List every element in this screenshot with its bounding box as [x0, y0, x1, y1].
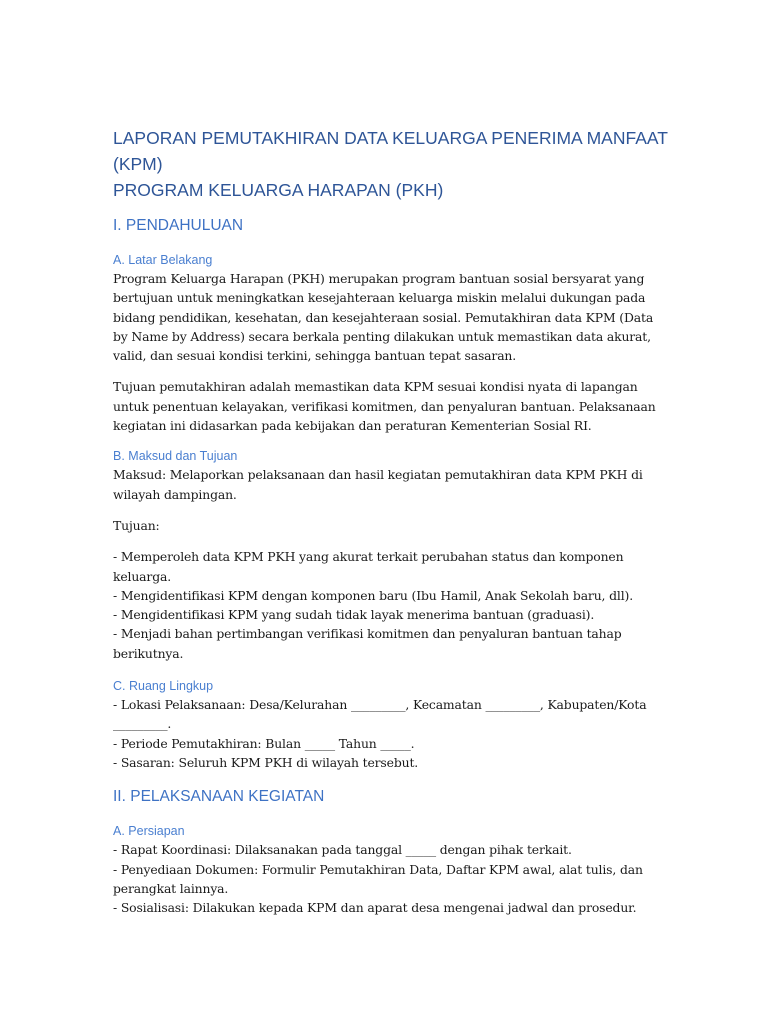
subsection-1b-heading: B. Maksud dan Tujuan: [113, 449, 238, 464]
list-item: - Memperoleh data KPM PKH yang akurat terkait perubahan status dan komponen keluarga.: [113, 549, 624, 584]
section-1-heading: I. PENDAHULUAN: [113, 217, 244, 234]
paragraph-tujuan-label: Tujuan:: [113, 517, 160, 533]
subsection-1a-heading: A. Latar Belakang: [113, 253, 213, 267]
list-item: - Lokasi Pelaksanaan: Desa/Kelurahan _________, Kecamatan _________, Kabupaten/Kota _________.: [113, 697, 647, 732]
ruang-lingkup-list: [113, 695, 668, 772]
persiapan-list: [113, 840, 668, 917]
section-2-heading: II. PELAKSANAAN KEGIATAN: [113, 788, 325, 806]
title-line-2: PROGRAM KELUARGA HARAPAN (PKH): [113, 180, 444, 200]
paragraph-latar-belakang-1: Program Keluarga Harapan (PKH) merupakan program bantuan sosial bersyarat yang bertujuan untuk meningkatkan kesejahteraan keluarga miskin melalui dukungan pada bidang pendidikan, kesehatan, dan kesejahteraan sosial. Pemutakhiran data KPM (Data by Name by Address) secara berkala penting dilakukan untuk memastikan data akurat, valid, dan sesuai kondisi terkini, sehingga bantuan tepat sasaran.: [113, 271, 654, 364]
subsection-1c-heading: C. Ruang Lingkup: [113, 679, 214, 694]
tujuan-list: [113, 547, 668, 663]
subsection-2a-heading: A. Persiapan: [113, 824, 185, 839]
title-line-1: LAPORAN PEMUTAKHIRAN DATA KELUARGA PENERIMA MANFAAT (KPM): [113, 128, 668, 174]
list-item: - Menjadi bahan pertimbangan verifikasi komitmen dan penyaluran bantuan tahap berikutnya.: [113, 626, 622, 661]
list-item: - Penyediaan Dokumen: Formulir Pemutakhiran Data, Daftar KPM awal, alat tulis, dan perangkat lainnya.: [113, 861, 643, 896]
list-item: - Sosialisasi: Dilakukan kepada KPM dan aparat desa mengenai jadwal dan prosedur.: [113, 900, 637, 916]
list-item: - Sasaran: Seluruh KPM PKH di wilayah tersebut.: [113, 754, 419, 770]
list-item: - Mengidentifikasi KPM dengan komponen baru (Ibu Hamil, Anak Sekolah baru, dll).: [113, 587, 633, 603]
list-item: - Mengidentifikasi KPM yang sudah tidak layak menerima bantuan (graduasi).: [113, 607, 595, 623]
document-title: [113, 125, 668, 203]
list-item: - Periode Pemutakhiran: Bulan _____ Tahun _____.: [113, 735, 415, 751]
list-item: - Rapat Koordinasi: Dilaksanakan pada tanggal _____ dengan pihak terkait.: [113, 842, 572, 858]
paragraph-latar-belakang-2: Tujuan pemutakhiran adalah memastikan data KPM sesuai kondisi nyata di lapangan untuk penentuan kelayakan, verifikasi komitmen, dan penyaluran bantuan. Pelaksanaan kegiatan ini didasarkan pada kebijakan dan peraturan Kementerian Sosial RI.: [113, 379, 656, 434]
paragraph-maksud: Maksud: Melaporkan pelaksanaan dan hasil kegiatan pemutakhiran data KPM PKH di wilayah dampingan.: [113, 467, 643, 502]
